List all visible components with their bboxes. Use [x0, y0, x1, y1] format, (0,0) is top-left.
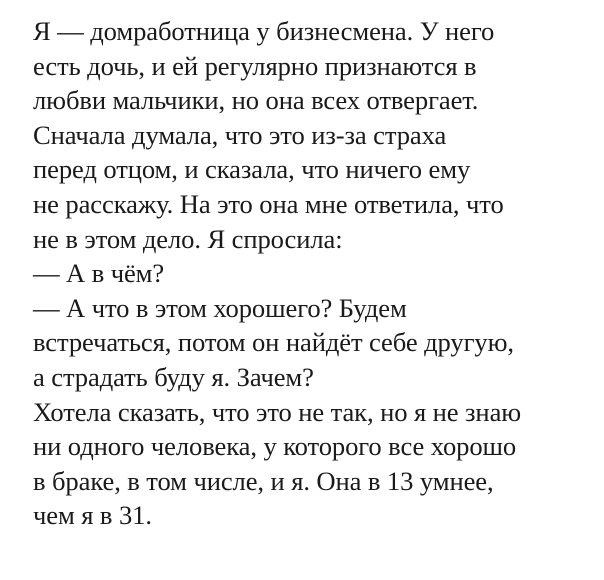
story-line: есть дочь, и ей регулярно признаются в — [33, 50, 477, 81]
story-line: в браке, в том числе, и я. Она в 13 умнее, — [33, 465, 494, 496]
story-text — [33, 14, 598, 533]
story-line: встречаться, потом он найдёт себе другую, — [33, 327, 514, 358]
story-line: Хотела сказать, что это не так, но я не знаю — [33, 396, 522, 427]
story-line: — А в чём? — [33, 258, 165, 289]
story-line: не в этом дело. Я спросила: — [33, 223, 343, 254]
story-line: Я — домработница у бизнесмена. У него — [33, 16, 495, 46]
story-line: не расскажу. На это она мне ответила, что — [33, 188, 504, 219]
story-line: ни одного человека, у которого все хорошо — [33, 431, 517, 462]
story-line: а страдать буду я. Зачем? — [33, 361, 314, 392]
story-line: — А что в этом хорошего? Будем — [33, 292, 407, 323]
story-line: любви мальчики, но она всех отвергает. — [33, 85, 479, 116]
story-line: чем я в 31. — [33, 500, 152, 531]
story-line: Сначала думала, что это из-за страха — [33, 119, 447, 150]
story-line: перед отцом, и сказала, что ничего ему — [33, 154, 471, 185]
